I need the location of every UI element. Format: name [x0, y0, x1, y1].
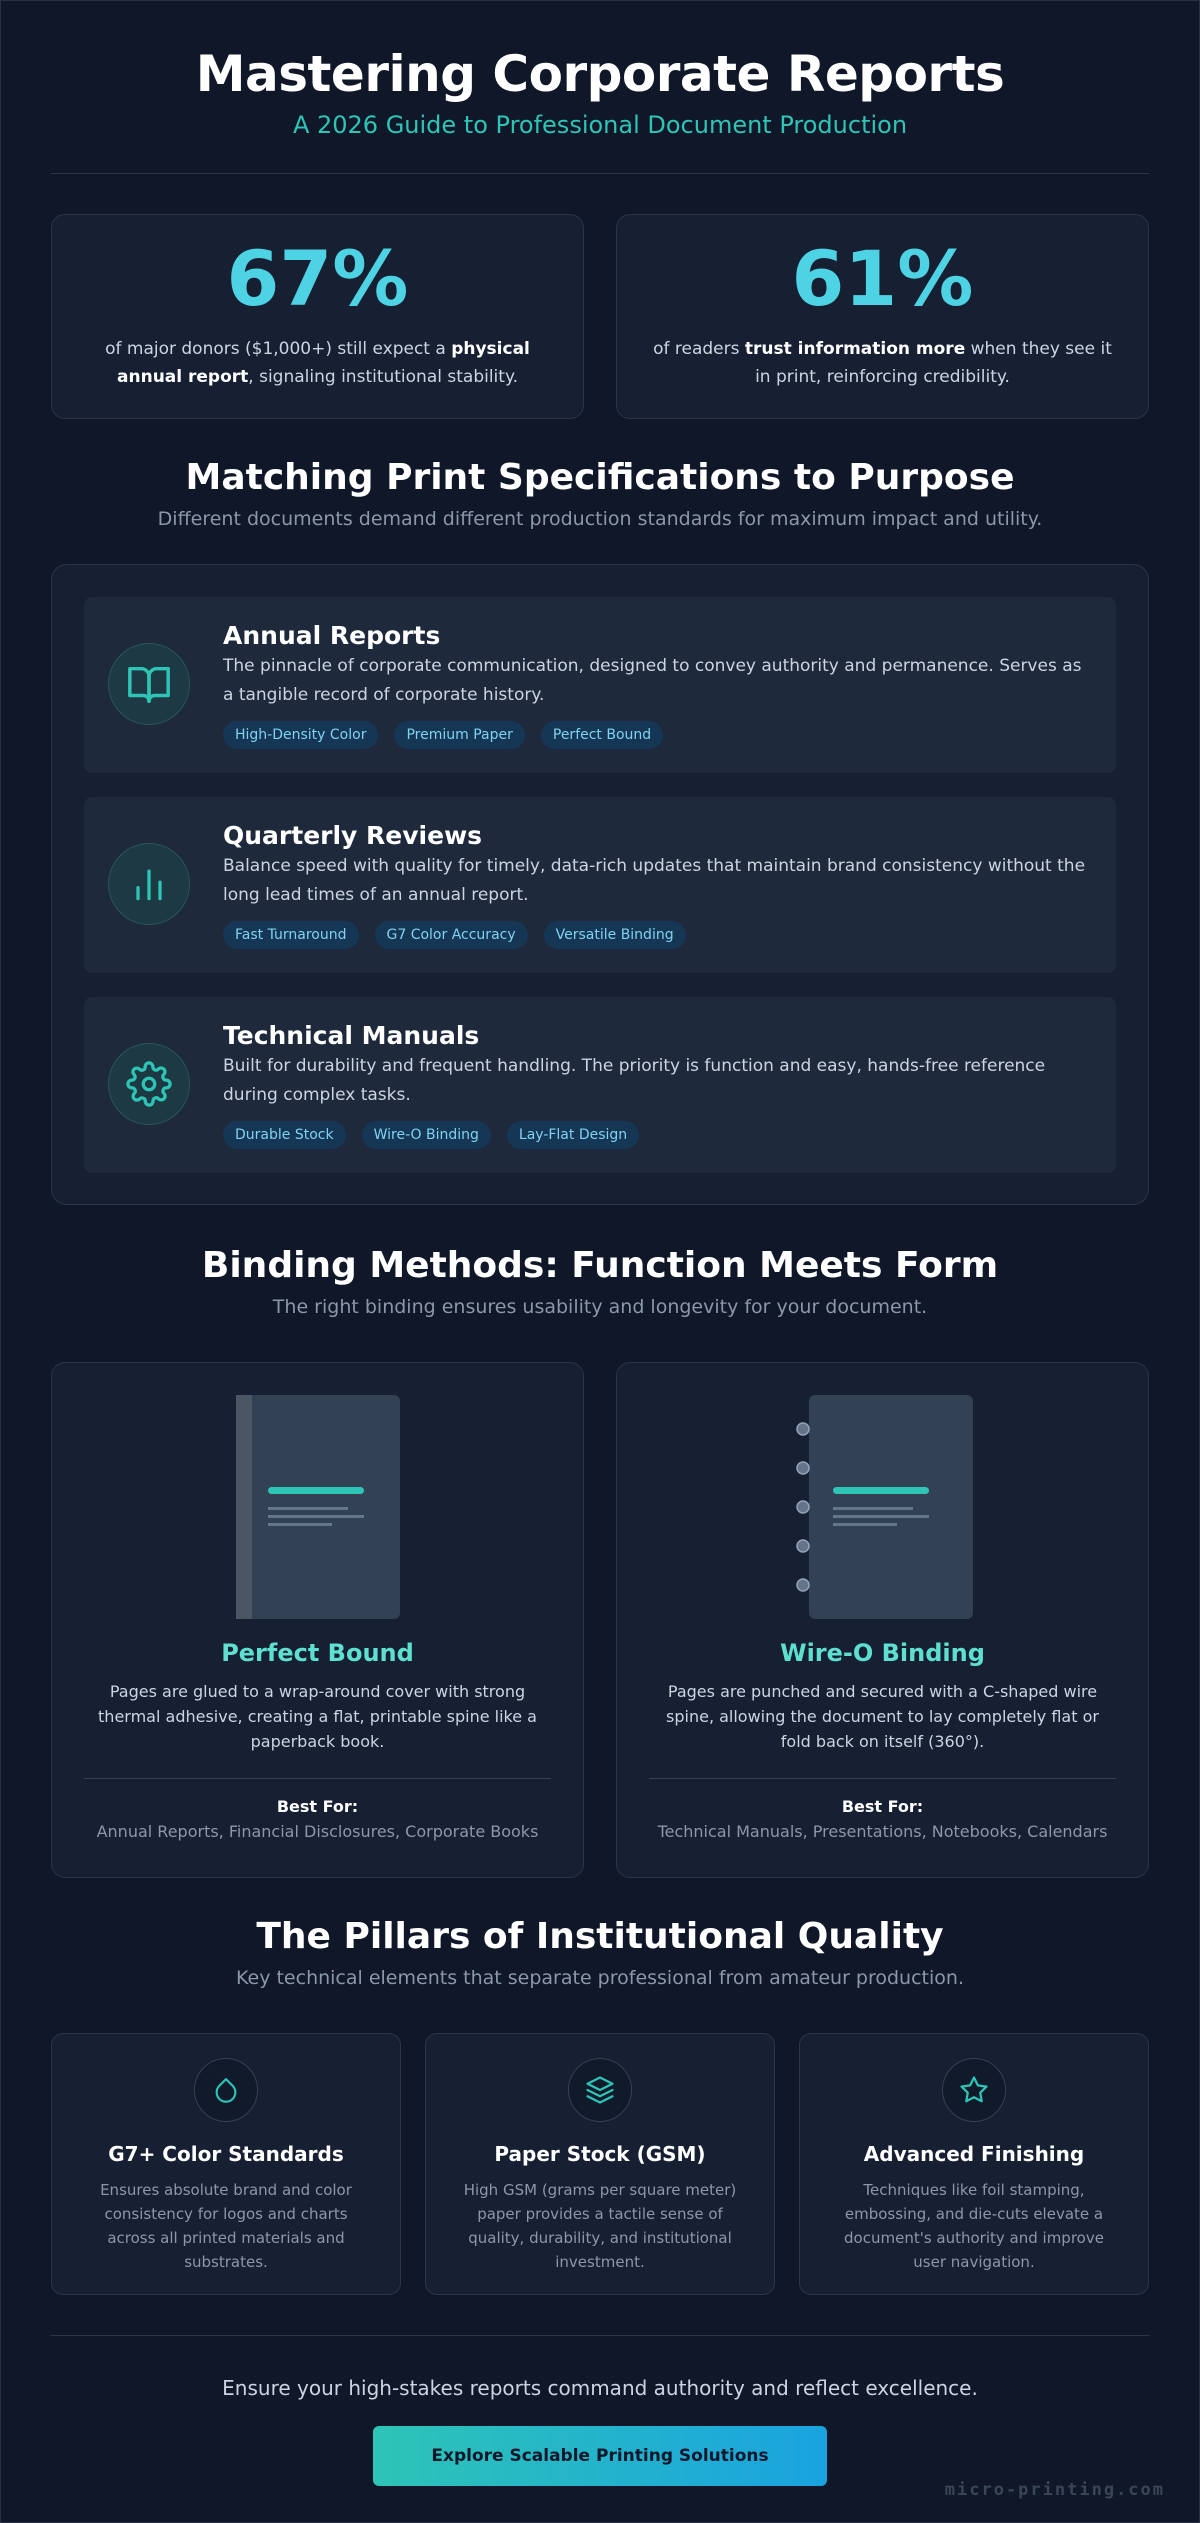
- pillar-paper-stock: [425, 2033, 775, 2295]
- stats-row: [51, 214, 1149, 419]
- stat-description: [88, 335, 547, 391]
- stat-value: 61%: [791, 234, 974, 323]
- purpose-description: Balance speed with quality for timely, data-rich updates that maintain brand consistency without the long lead times of an annual report.: [223, 856, 1086, 905]
- purpose-item-quarterly-reviews: [84, 797, 1116, 973]
- brand-watermark: micro-printing.com: [944, 2480, 1165, 2500]
- pillar-title: G7+ Color Standards: [108, 2142, 344, 2166]
- page-title: Mastering Corporate Reports: [195, 45, 1005, 103]
- wire-o-book-icon: [793, 1395, 973, 1619]
- spec-tag: Premium Paper: [394, 721, 524, 749]
- binding-title: Wire-O Binding: [780, 1639, 985, 1667]
- section-title: Binding Methods: Function Meets Form: [201, 1245, 999, 1286]
- star-icon: [942, 2058, 1006, 2122]
- spec-tag: Fast Turnaround: [223, 921, 359, 949]
- tag-list: [223, 921, 1092, 949]
- binding-description: Pages are punched and secured with a C-shaped wire spine, allowing the document to lay completely flat or fold back on itself (360°).: [666, 1682, 1099, 1751]
- spec-tag: Lay-Flat Design: [507, 1121, 639, 1149]
- pillar-description: Ensures absolute brand and color consistency for logos and charts across all printed materials and substrates.: [100, 2181, 352, 2271]
- spec-tag: Versatile Binding: [544, 921, 686, 949]
- pillar-description: High GSM (grams per square meter) paper provides a tactile sense of quality, durability, and institutional investment.: [463, 2181, 737, 2271]
- pillars-section-header: [1, 1916, 1199, 1989]
- perfect-bound-book-icon: [236, 1395, 400, 1619]
- page-subtitle: A 2026 Guide to Professional Document Production: [292, 111, 908, 139]
- stat-card-readers: [616, 214, 1149, 419]
- pillar-finishing: [799, 2033, 1149, 2295]
- binding-card-perfect-bound: [51, 1362, 584, 1878]
- stat-text-emphasis: physical annual report: [117, 339, 530, 387]
- best-for-value: Annual Reports, Financial Disclosures, Corporate Books: [96, 1822, 539, 1841]
- section-title: Matching Print Specifications to Purpose: [185, 457, 1015, 498]
- stat-description: [653, 335, 1112, 391]
- purpose-description: Built for durability and frequent handling. The priority is function and easy, hands-free reference during complex tasks.: [223, 1056, 1046, 1105]
- stat-text-part: , signaling institutional stability.: [248, 367, 518, 387]
- purpose-title: Technical Manuals: [223, 1021, 480, 1050]
- divider: [84, 1778, 551, 1779]
- spec-tag: G7 Color Accuracy: [375, 921, 528, 949]
- pillar-color-standards: [51, 2033, 401, 2295]
- binding-methods: [51, 1362, 1149, 1878]
- divider: [649, 1778, 1116, 1779]
- page-header: [1, 1, 1199, 139]
- spec-tag: Perfect Bound: [541, 721, 663, 749]
- binding-description: Pages are glued to a wrap-around cover with strong thermal adhesive, creating a flat, printable spine like a paperback book.: [98, 1682, 537, 1751]
- purpose-item-technical-manuals: [84, 997, 1116, 1173]
- purpose-title: Quarterly Reviews: [223, 821, 483, 850]
- stat-text-emphasis: trust information more: [744, 339, 966, 359]
- purpose-title: Annual Reports: [223, 621, 441, 650]
- spec-tag: Durable Stock: [223, 1121, 346, 1149]
- pillars-row: [51, 2033, 1149, 2295]
- purpose-description: The pinnacle of corporate communication, designed to convey authority and permanence. Serves as a tangible record of corporate history.: [223, 656, 1082, 705]
- pillar-description: Techniques like foil stamping, embossing, and die-cuts elevate a document's authority and improve user navigation.: [844, 2181, 1104, 2271]
- section-subtitle: The right binding ensures usability and longevity for your document.: [272, 1296, 928, 1318]
- stat-text-part: of readers: [653, 339, 745, 359]
- best-for-label: Best For:: [841, 1797, 924, 1816]
- best-for-label: Best For:: [276, 1797, 359, 1816]
- section-subtitle: Key technical elements that separate professional from amateur production.: [236, 1967, 964, 1989]
- binding-title: Perfect Bound: [221, 1639, 414, 1667]
- book-open-icon: [108, 643, 190, 725]
- purpose-section-header: [1, 457, 1199, 530]
- pillar-title: Advanced Finishing: [863, 2142, 1085, 2166]
- stat-text-part: of major donors ($1,000+) still expect a: [105, 339, 452, 359]
- tag-list: [223, 721, 1092, 749]
- purpose-item-annual-reports: [84, 597, 1116, 773]
- binding-section-header: [1, 1245, 1199, 1318]
- section-subtitle: Different documents demand different production standards for maximum impact and utility.: [157, 508, 1043, 530]
- divider: [51, 2335, 1149, 2336]
- best-for-value: Technical Manuals, Presentations, Notebooks, Calendars: [657, 1822, 1108, 1841]
- pillar-title: Paper Stock (GSM): [494, 2142, 706, 2166]
- spec-tag: High-Density Color: [223, 721, 378, 749]
- droplet-icon: [194, 2058, 258, 2122]
- stat-value: 67%: [226, 234, 409, 323]
- layers-icon: [568, 2058, 632, 2122]
- divider: [51, 173, 1149, 174]
- stat-card-donors: [51, 214, 584, 419]
- footer-text: Ensure your high-stakes reports command authority and reflect excellence.: [222, 2376, 978, 2400]
- binding-card-wire-o: [616, 1362, 1149, 1878]
- bar-chart-icon: [108, 843, 190, 925]
- spec-tag: Wire-O Binding: [362, 1121, 491, 1149]
- tag-list: [223, 1121, 1092, 1149]
- explore-solutions-button[interactable]: Explore Scalable Printing Solutions: [373, 2426, 827, 2486]
- section-title: The Pillars of Institutional Quality: [256, 1916, 944, 1957]
- purpose-panel: [51, 564, 1149, 1205]
- stat-text-part: when they see it in print, reinforcing credibility.: [755, 339, 1112, 387]
- gear-icon: [108, 1043, 190, 1125]
